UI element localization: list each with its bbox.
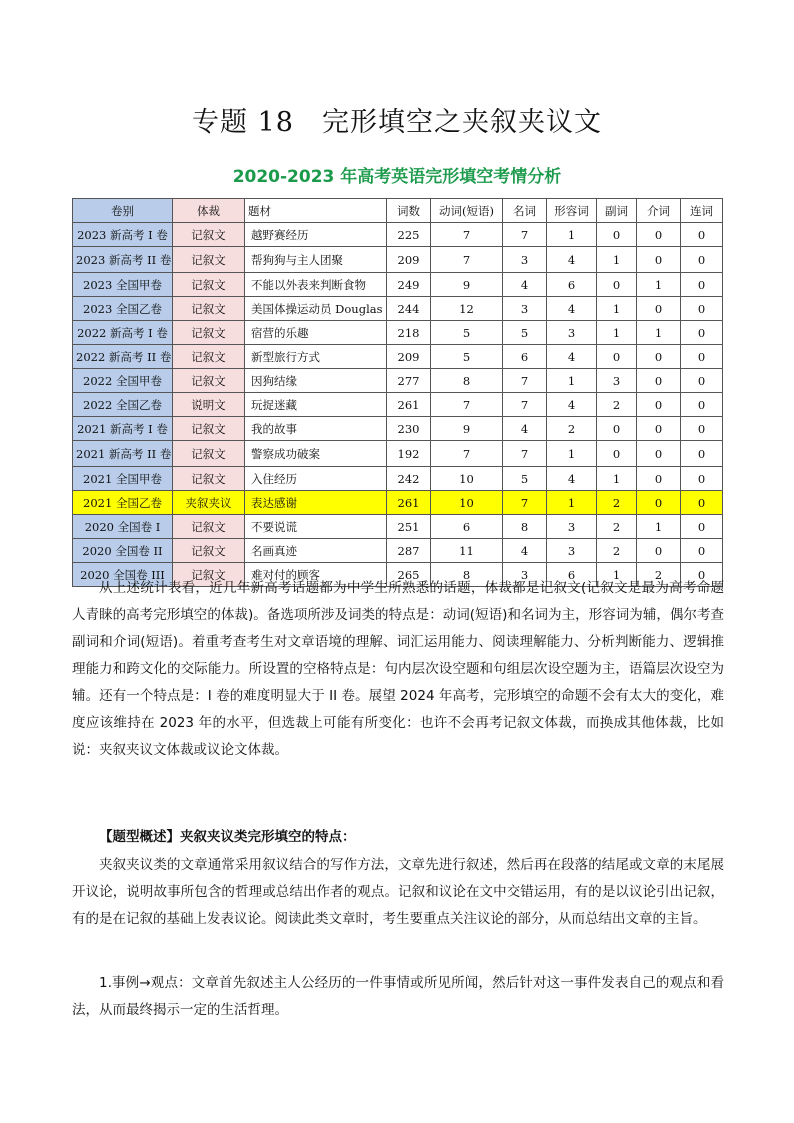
table-cell: 难对付的顾客 <box>245 563 387 587</box>
exam-stats-table <box>72 198 723 587</box>
table-cell: 261 <box>387 491 431 515</box>
table-row <box>73 369 723 393</box>
table-cell: 209 <box>387 345 431 369</box>
table-cell: 2020 全国卷 III <box>73 563 173 587</box>
table-row <box>73 491 723 515</box>
table-cell: 6 <box>547 563 597 587</box>
table-cell: 2022 全国甲卷 <box>73 369 173 393</box>
header-word-count: 词数 <box>387 199 431 223</box>
table-cell: 2021 全国甲卷 <box>73 467 173 491</box>
header-genre: 体裁 <box>173 199 245 223</box>
table-cell: 记叙文 <box>173 515 245 539</box>
table-row <box>73 539 723 563</box>
table-row <box>73 321 723 345</box>
table-row <box>73 223 723 247</box>
table-row <box>73 467 723 491</box>
analysis-paragraph <box>72 575 724 764</box>
table-cell: 1 <box>597 297 637 321</box>
table-cell: 5 <box>431 321 503 345</box>
table-cell: 2023 全国乙卷 <box>73 297 173 321</box>
table-cell: 6 <box>503 345 547 369</box>
table-cell: 3 <box>597 369 637 393</box>
table-cell: 0 <box>637 467 681 491</box>
table-cell: 1 <box>547 441 597 467</box>
header-topic: 题材 <box>245 199 387 223</box>
table-cell: 4 <box>503 417 547 441</box>
table-cell: 0 <box>681 223 723 247</box>
table-cell: 7 <box>503 223 547 247</box>
table-cell: 0 <box>681 247 723 273</box>
table-cell: 3 <box>547 515 597 539</box>
table-cell: 2 <box>597 539 637 563</box>
table-cell: 9 <box>431 273 503 297</box>
table-cell: 2020 全国卷 I <box>73 515 173 539</box>
overview-section <box>72 824 724 851</box>
table-cell: 225 <box>387 223 431 247</box>
table-cell: 7 <box>431 441 503 467</box>
table-row <box>73 297 723 321</box>
table-cell: 287 <box>387 539 431 563</box>
table-cell: 因狗结缘 <box>245 369 387 393</box>
table-cell: 4 <box>547 393 597 417</box>
table-cell: 5 <box>503 321 547 345</box>
table-cell: 5 <box>503 467 547 491</box>
table-cell: 0 <box>637 247 681 273</box>
table-cell: 2022 全国乙卷 <box>73 393 173 417</box>
table-cell: 1 <box>637 273 681 297</box>
table-cell: 1 <box>637 515 681 539</box>
table-row <box>73 273 723 297</box>
table-cell: 261 <box>387 393 431 417</box>
table-cell: 3 <box>503 297 547 321</box>
table-cell: 9 <box>431 417 503 441</box>
table-cell: 2021 新高考 II 卷 <box>73 441 173 467</box>
table-cell: 0 <box>681 393 723 417</box>
table-cell: 0 <box>681 539 723 563</box>
table-cell: 0 <box>597 345 637 369</box>
table-cell: 帮狗狗与主人团聚 <box>245 247 387 273</box>
table-cell: 2023 全国甲卷 <box>73 273 173 297</box>
table-cell: 4 <box>547 297 597 321</box>
table-cell: 0 <box>681 297 723 321</box>
table-cell: 10 <box>431 467 503 491</box>
table-cell: 夹叙夹议 <box>173 491 245 515</box>
table-row <box>73 441 723 467</box>
table-cell: 6 <box>547 273 597 297</box>
table-cell: 1 <box>637 321 681 345</box>
table-cell: 251 <box>387 515 431 539</box>
table-cell: 美国体操运动员 Douglas <box>245 297 387 321</box>
table-cell: 11 <box>431 539 503 563</box>
table-cell: 2 <box>597 515 637 539</box>
table-cell: 2 <box>597 491 637 515</box>
table-cell: 0 <box>681 273 723 297</box>
table-cell: 7 <box>503 441 547 467</box>
table-cell: 230 <box>387 417 431 441</box>
table-cell: 0 <box>681 563 723 587</box>
table-cell: 2020 全国卷 II <box>73 539 173 563</box>
header-preposition: 介词 <box>637 199 681 223</box>
table-cell: 0 <box>637 491 681 515</box>
table-cell: 0 <box>681 467 723 491</box>
table-cell: 7 <box>431 393 503 417</box>
table-cell: 记叙文 <box>173 563 245 587</box>
table-cell: 记叙文 <box>173 273 245 297</box>
table-cell: 4 <box>503 273 547 297</box>
table-cell: 3 <box>503 247 547 273</box>
overview-paragraph <box>72 852 724 933</box>
header-paper: 卷别 <box>73 199 173 223</box>
table-cell: 1 <box>547 491 597 515</box>
table-cell: 记叙文 <box>173 539 245 563</box>
table-cell: 3 <box>547 321 597 345</box>
table-cell: 249 <box>387 273 431 297</box>
table-cell: 警察成功破案 <box>245 441 387 467</box>
table-cell: 记叙文 <box>173 467 245 491</box>
page-title: 专题 18 完形填空之夹叙夹议文 <box>192 107 602 138</box>
table-cell: 4 <box>547 467 597 491</box>
table-cell: 0 <box>597 223 637 247</box>
table-row <box>73 393 723 417</box>
table-cell: 265 <box>387 563 431 587</box>
table-cell: 0 <box>637 223 681 247</box>
table-cell: 0 <box>637 417 681 441</box>
table-cell: 记叙文 <box>173 345 245 369</box>
table-cell: 4 <box>503 539 547 563</box>
table-cell: 192 <box>387 441 431 467</box>
table-cell: 0 <box>681 491 723 515</box>
table-cell: 2022 新高考 II 卷 <box>73 345 173 369</box>
table-cell: 0 <box>597 417 637 441</box>
table-cell: 记叙文 <box>173 417 245 441</box>
table-body <box>73 223 723 587</box>
table-cell: 2021 全国乙卷 <box>73 491 173 515</box>
header-noun: 名词 <box>503 199 547 223</box>
table-row <box>73 417 723 441</box>
header-conjunction: 连词 <box>681 199 723 223</box>
table-cell: 新型旅行方式 <box>245 345 387 369</box>
table-cell: 12 <box>431 297 503 321</box>
table-cell: 越野赛经历 <box>245 223 387 247</box>
table-cell: 0 <box>597 441 637 467</box>
table-cell: 242 <box>387 467 431 491</box>
table-cell: 0 <box>681 321 723 345</box>
table-cell: 10 <box>431 491 503 515</box>
table-cell: 3 <box>503 563 547 587</box>
section-heading: 【题型概述】夹叙夹议类完形填空的特点： <box>99 829 356 845</box>
table-header-row <box>73 199 723 223</box>
table-subtitle: 2020-2023 年高考英语完形填空考情分析 <box>232 167 562 187</box>
table-cell: 7 <box>431 223 503 247</box>
header-adverb: 副词 <box>597 199 637 223</box>
table-cell: 1 <box>547 223 597 247</box>
table-row <box>73 247 723 273</box>
table-cell: 2023 新高考 I 卷 <box>73 223 173 247</box>
table-cell: 1 <box>597 563 637 587</box>
table-cell: 名画真迹 <box>245 539 387 563</box>
header-adjective: 形容词 <box>547 199 597 223</box>
table-cell: 1 <box>547 369 597 393</box>
table-cell: 记叙文 <box>173 369 245 393</box>
table-cell: 玩捉迷藏 <box>245 393 387 417</box>
table-row <box>73 515 723 539</box>
table-cell: 1 <box>597 467 637 491</box>
table-cell: 2023 新高考 II 卷 <box>73 247 173 273</box>
table-cell: 记叙文 <box>173 321 245 345</box>
table-cell: 6 <box>431 515 503 539</box>
table-cell: 0 <box>681 515 723 539</box>
table-row <box>73 345 723 369</box>
table-cell: 记叙文 <box>173 223 245 247</box>
table-cell: 0 <box>681 369 723 393</box>
analysis-text: 从上述统计表看，近几年新高考话题都为中学生所熟悉的话题，体裁都是记叙文(记叙文是最为高考命题人青睐的高考完形填空的体裁)。备选项所涉及词类的特点是：动词(短语)和名词为主，形容词为辅，偶尔考查副词和介词(短语)。着重考查考生对文章语境的理解、词汇运用能力、阅读理解能力、分析判断能力、逻辑推理能力和跨文化的交际能力。所设置的空格特点是：句内层次设空题和句组层次设空题为主，语篇层次设空为辅。还有一个特点是：I 卷的难度明显大于 II 卷。展望 2024 年高考，完形填空的命题不会有太大的变化，难度应该维持在 2023 年的水平，但选裁上可能有所变化：也许不会再考记叙文体裁，而换成其他体裁，比如说：夹叙夹议文体裁或议论文体裁。 <box>72 580 724 758</box>
table-cell: 2022 新高考 I 卷 <box>73 321 173 345</box>
table-cell: 不要说谎 <box>245 515 387 539</box>
table-cell: 0 <box>681 345 723 369</box>
table-cell: 0 <box>681 417 723 441</box>
table-cell: 0 <box>681 441 723 467</box>
table-cell: 3 <box>547 539 597 563</box>
table-cell: 2 <box>637 563 681 587</box>
table-cell: 宿营的乐趣 <box>245 321 387 345</box>
table-cell: 我的故事 <box>245 417 387 441</box>
table-cell: 记叙文 <box>173 247 245 273</box>
table-cell: 记叙文 <box>173 441 245 467</box>
table-cell: 218 <box>387 321 431 345</box>
table-cell: 表达感谢 <box>245 491 387 515</box>
table-cell: 0 <box>637 369 681 393</box>
overview-text: 夹叙夹议类的文章通常采用叙议结合的写作方法，文章先进行叙述，然后再在段落的结尾或文章的末尾展开议论，说明故事所包含的哲理或总结出作者的观点。记叙和议论在文中交错运用，有的是以议论引出记叙，有的是在记叙的基础上发表议论。阅读此类文章时，考生要重点关注议论的部分，从而总结出文章的主旨。 <box>72 857 724 927</box>
table-cell: 0 <box>637 297 681 321</box>
table-cell: 2 <box>597 393 637 417</box>
table-cell: 0 <box>637 345 681 369</box>
header-verb: 动词(短语) <box>431 199 503 223</box>
table-cell: 4 <box>547 345 597 369</box>
table-cell: 7 <box>431 247 503 273</box>
table-cell: 0 <box>637 539 681 563</box>
table-cell: 7 <box>503 369 547 393</box>
table-cell: 8 <box>431 563 503 587</box>
pattern-text: 1.事例→观点：文章首先叙述主人公经历的一件事情或所见所闻，然后针对这一事件发表自己的观点和看法，从而最终揭示一定的生活哲理。 <box>72 975 724 1018</box>
table-cell: 5 <box>431 345 503 369</box>
table-cell: 277 <box>387 369 431 393</box>
table-cell: 8 <box>431 369 503 393</box>
pattern-paragraph <box>72 970 724 1024</box>
table-cell: 7 <box>503 491 547 515</box>
table-cell: 244 <box>387 297 431 321</box>
table-cell: 4 <box>547 247 597 273</box>
table-cell: 0 <box>637 441 681 467</box>
table-cell: 记叙文 <box>173 297 245 321</box>
table-cell: 说明文 <box>173 393 245 417</box>
table-cell: 209 <box>387 247 431 273</box>
table-cell: 2 <box>547 417 597 441</box>
table-cell: 1 <box>597 247 637 273</box>
table-cell: 0 <box>637 393 681 417</box>
table-cell: 2021 新高考 I 卷 <box>73 417 173 441</box>
table-cell: 8 <box>503 515 547 539</box>
table-cell: 不能以外表来判断食物 <box>245 273 387 297</box>
table-cell: 入住经历 <box>245 467 387 491</box>
table-cell: 7 <box>503 393 547 417</box>
table-cell: 0 <box>597 273 637 297</box>
table-cell: 1 <box>597 321 637 345</box>
